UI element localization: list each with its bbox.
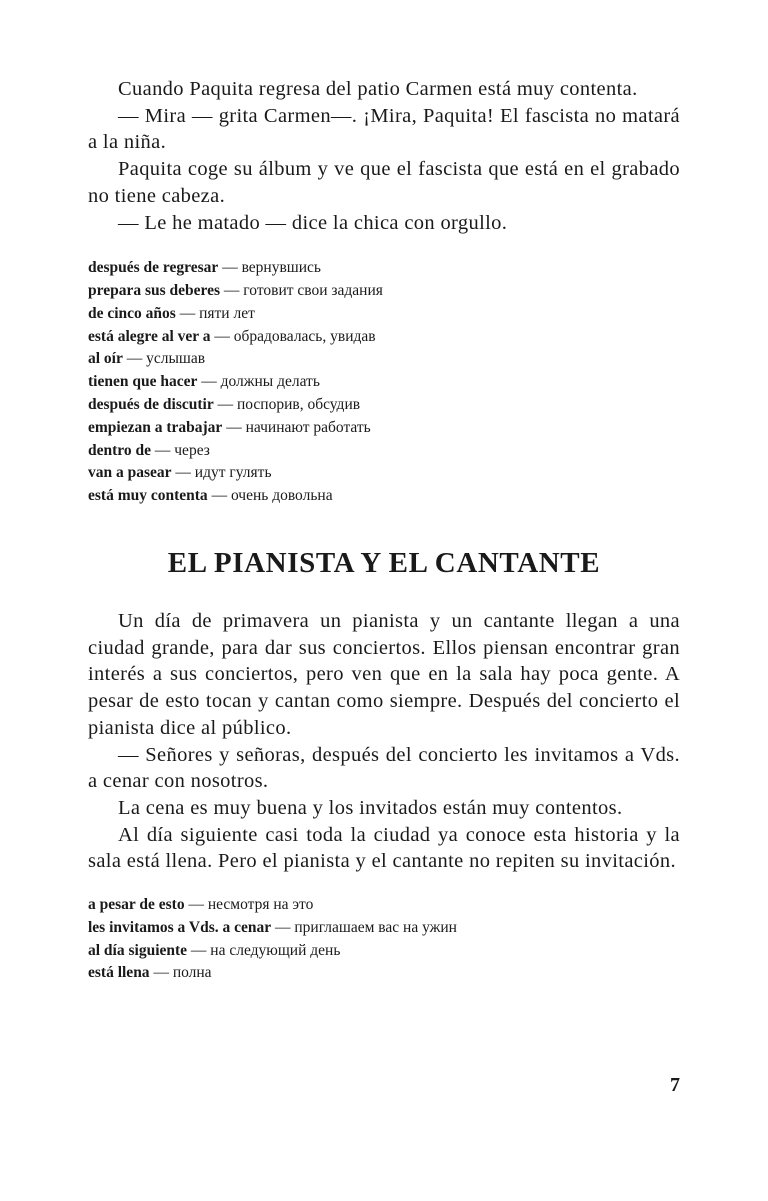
vocab-russian: приглашаем вас на ужин <box>294 918 457 936</box>
vocab-spanish: después de discutir <box>88 396 214 413</box>
page-number: 7 <box>670 1074 680 1096</box>
vocab-row: está muy contenta — очень довольна <box>88 487 333 505</box>
vocab-russian: готовит свои задания <box>243 282 383 300</box>
vocab-row: a pesar de esto — несмотря на это <box>88 896 314 914</box>
vocab-spanish: tienen que hacer <box>88 373 198 391</box>
story-paragraph: Cuando Paquita regresa del patio Carmen está muy contenta. <box>118 78 638 100</box>
vocab-spanish: empiezan a trabajar <box>88 418 223 436</box>
vocab-spanish: está alegre al ver a <box>88 327 211 345</box>
vocab-russian: должны делать <box>220 373 320 391</box>
vocab-russian: через <box>174 441 210 459</box>
story-paragraph: — Señores y señoras, después del concierto les invitamos a Vds. a cenar con nosotros. <box>88 743 680 793</box>
vocab-russian: обрадовалась, увидав <box>233 327 376 345</box>
vocab-russian: вернувшись <box>241 259 321 277</box>
story-paragraph: — Le he matado — dice la chica con orgullo. <box>118 211 508 234</box>
vocab-row: les invitamos a Vds. a cenar — приглашаем вас на ужин <box>88 918 457 936</box>
vocab-row: al día siguiente — на следующий день <box>88 941 341 959</box>
vocab-row: dentro de — через <box>88 441 210 459</box>
vocab-row: después de discutir — поспорив, обсудив <box>88 396 361 413</box>
vocab-spanish: al día siguiente <box>88 941 188 959</box>
vocab-russian: пяти лет <box>199 304 255 322</box>
vocab-russian: несмотря на это <box>207 896 314 914</box>
vocab-spanish: a pesar de esto <box>88 896 185 914</box>
vocab-row: prepara sus deberes — готовит свои задания <box>88 282 383 300</box>
vocab-row: de cinco años — пяти лет <box>88 304 255 322</box>
story-paragraph: — Mira — grita Carmen—. ¡Mira, Paquita! El fascista no matará a la niña. <box>88 104 680 154</box>
vocab-spanish: después de regresar <box>88 259 219 277</box>
vocabulary-list <box>88 894 680 985</box>
vocab-russian: начинают работать <box>245 418 371 436</box>
vocab-spanish: está llena <box>88 964 150 982</box>
vocab-spanish: dentro de <box>88 441 152 459</box>
vocab-russian: полна <box>172 964 212 982</box>
book-page <box>88 76 680 985</box>
chapter-title: EL PIANISTA Y EL CANTANTE <box>167 546 601 579</box>
vocab-row: tienen que hacer — должны делать <box>88 373 320 391</box>
vocab-spanish: les invitamos a Vds. a cenar <box>88 918 272 936</box>
vocab-spanish: al oír <box>88 350 123 368</box>
vocab-russian: поспорив, обсудив <box>237 396 361 413</box>
vocab-row: está alegre al ver a — обрадовалась, увидав <box>88 327 376 345</box>
story-paragraph: Paquita coge su álbum y ve que el fascista que está en el grabado no tiene cabeza. <box>88 158 680 207</box>
vocab-row: está llena — полна <box>88 964 212 982</box>
story-paragraph: La cena es muy buena y los invitados están muy contentos. <box>118 796 623 819</box>
vocab-row: después de regresar — вернувшись <box>88 259 321 277</box>
story-paragraph: Al día siguiente casi toda la ciudad ya conoce esta historia y la sala está llena. Pero el pianista y el cantante no repiten su invitación. <box>88 823 680 873</box>
vocab-spanish: van a pasear <box>88 464 172 482</box>
vocab-russian: на следующий день <box>210 941 341 959</box>
vocab-row: van a pasear — идут гулять <box>88 464 272 482</box>
vocab-row: al oír — услышав <box>88 350 206 368</box>
vocab-russian: очень довольна <box>230 487 333 505</box>
vocab-russian: идут гулять <box>194 464 272 482</box>
vocab-spanish: prepara sus deberes <box>88 282 221 300</box>
vocabulary-list <box>88 257 680 508</box>
story-paragraph: Un día de primavera un pianista y un cantante llegan a una ciudad grande, para dar sus conciertos. Ellos piensan encontrar gran interés a sus conciertos, pero ven que en la sala hay poca gente. A pesar de esto tocan y cantan como siempre. Después del concierto el pianista dice al público. <box>88 609 680 739</box>
vocab-russian: услышав <box>146 350 206 368</box>
vocab-spanish: de cinco años <box>88 304 176 322</box>
vocab-spanish: está muy contenta <box>88 487 208 505</box>
vocab-row: empiezan a trabajar — начинают работать <box>88 418 371 436</box>
